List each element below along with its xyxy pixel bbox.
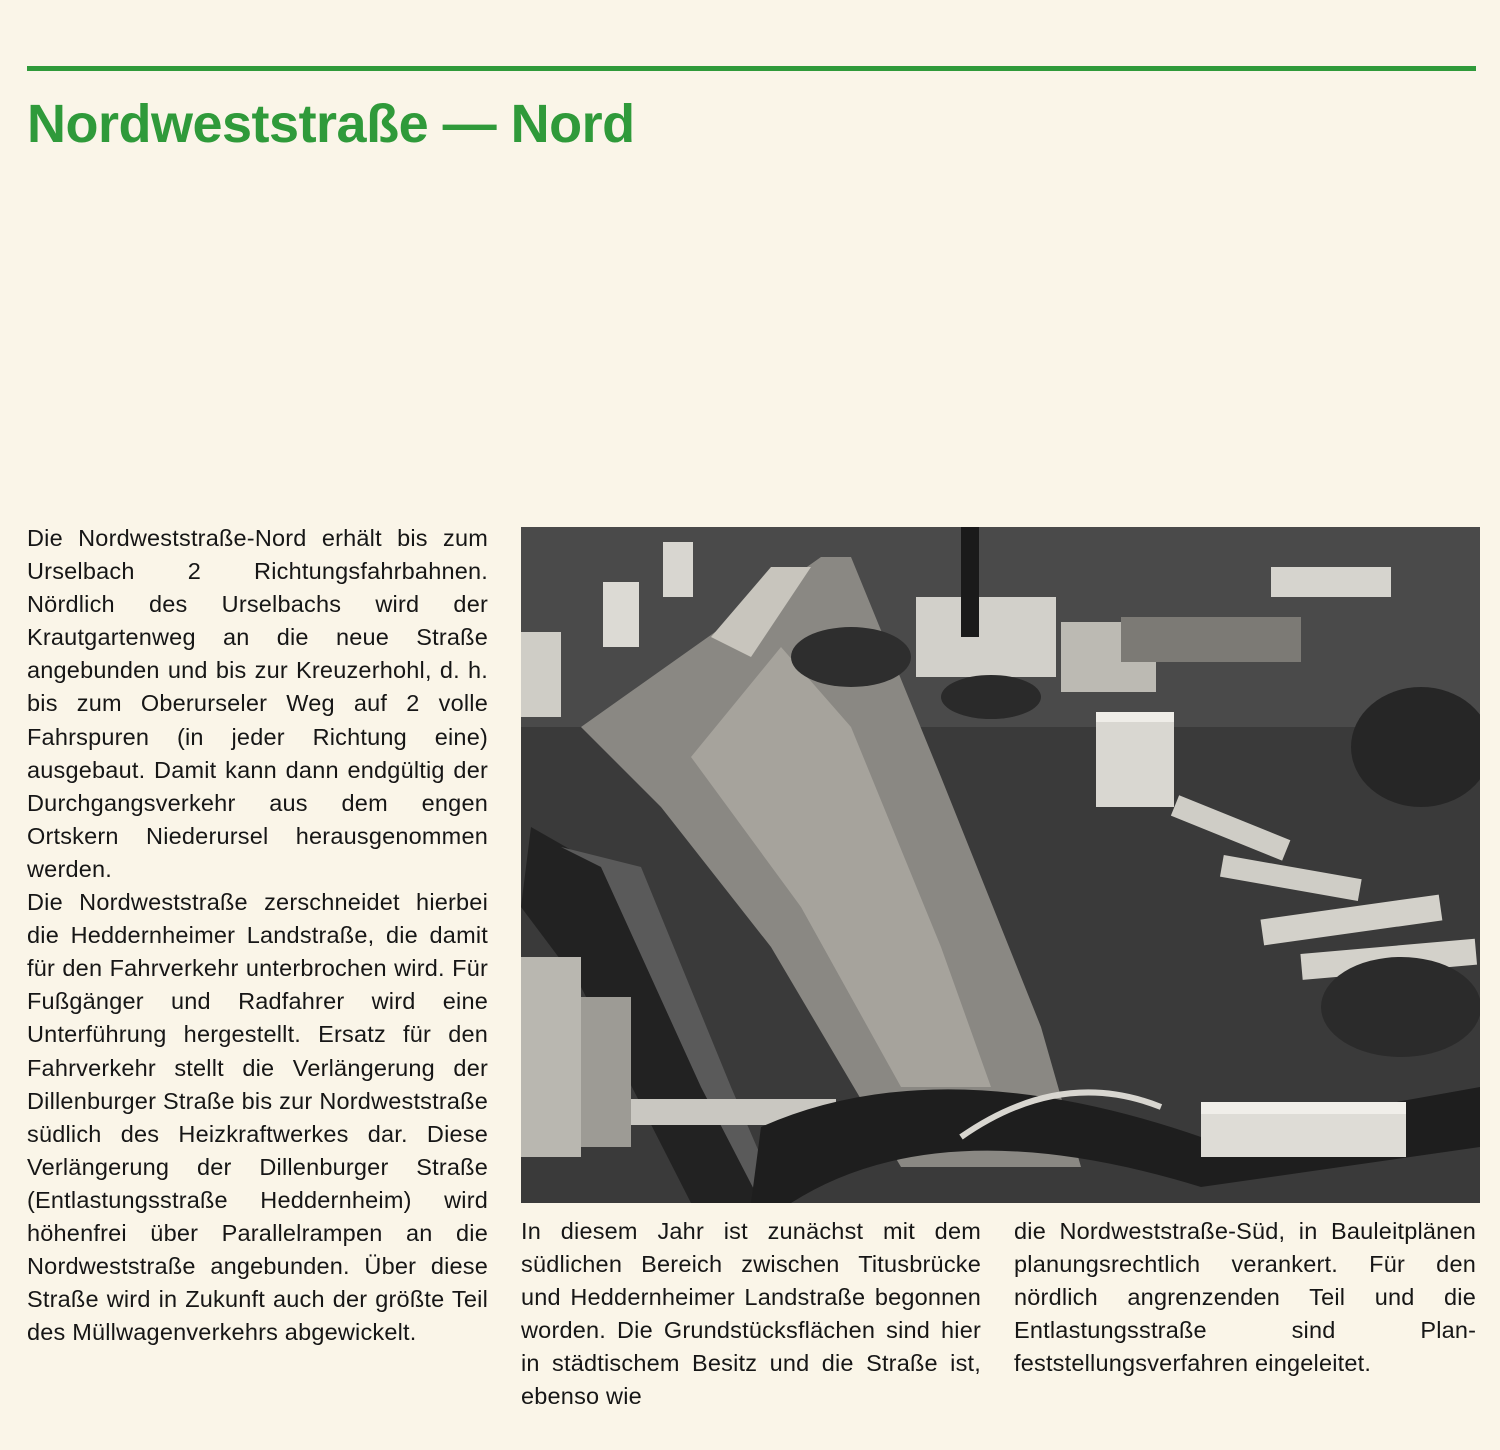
column3-paragraph-1: die Nordweststraße-Süd, in Bauleitplänen planungsrechtlich verankert. Für den nördlich angrenzenden Teil und die Entlastungsstraße sind Planfeststellungsverfahren eingeleitet. [1014, 1218, 1476, 1377]
header-rule [27, 66, 1476, 71]
page-title: Nordweststraße — Nord [27, 94, 635, 154]
aerial-photograph-drawing [521, 527, 1480, 1203]
text-column-2 [521, 1215, 981, 1414]
column1-paragraph-2: Die Nordweststraße zerschneidet hierbei die Heddernheimer Landstraße, die damit für den Fahrverkehr unterbrochen wird. Für Fußgänger und Radfahrer wird eine Unterführung hergestellt. Ersatz für den Fahrverkehr stellt die Verlängerung der Dillenburger Straße bis zur Nordweststraße südlich des Heizkraftwerkes dar. Diese Verlängerung der Dillenburger Straße (Entlastungsstraße Heddernheim) wird höhenfrei über Parallelrampen an die Nordweststraße angebunden. Über diese Straße wird in Zukunft auch der größte Teil des Müllwagenverkehrs abgewickelt. [27, 889, 488, 1346]
column1-paragraph-1: Die Nordweststraße-Nord erhält bis zum Urselbach 2 Richtungsfahrbahnen. Nördlich des Urselbachs wird der Krautgartenweg an die neue Straße angebunden und bis zur Kreuzerhohl, d. h. bis zum Oberurseler Weg auf 2 volle Fahrspuren (in jeder Richtung eine) ausgebaut. Damit kann dann endgültig der Durchgangsverkehr aus dem engen Ortskern Niederursel herausgenommen werden. [27, 525, 488, 882]
aerial-photograph [521, 527, 1480, 1203]
text-column-3 [1014, 1215, 1476, 1380]
text-column-1 [27, 522, 488, 1349]
column2-paragraph-1: In diesem Jahr ist zunächst mit dem südlichen Bereich zwischen Titusbrücke und Heddernheimer Landstraße begonnen worden. Die Grundstücksflächen sind hier in städtischem Besitz und die Straße ist, ebenso wie [521, 1218, 981, 1410]
